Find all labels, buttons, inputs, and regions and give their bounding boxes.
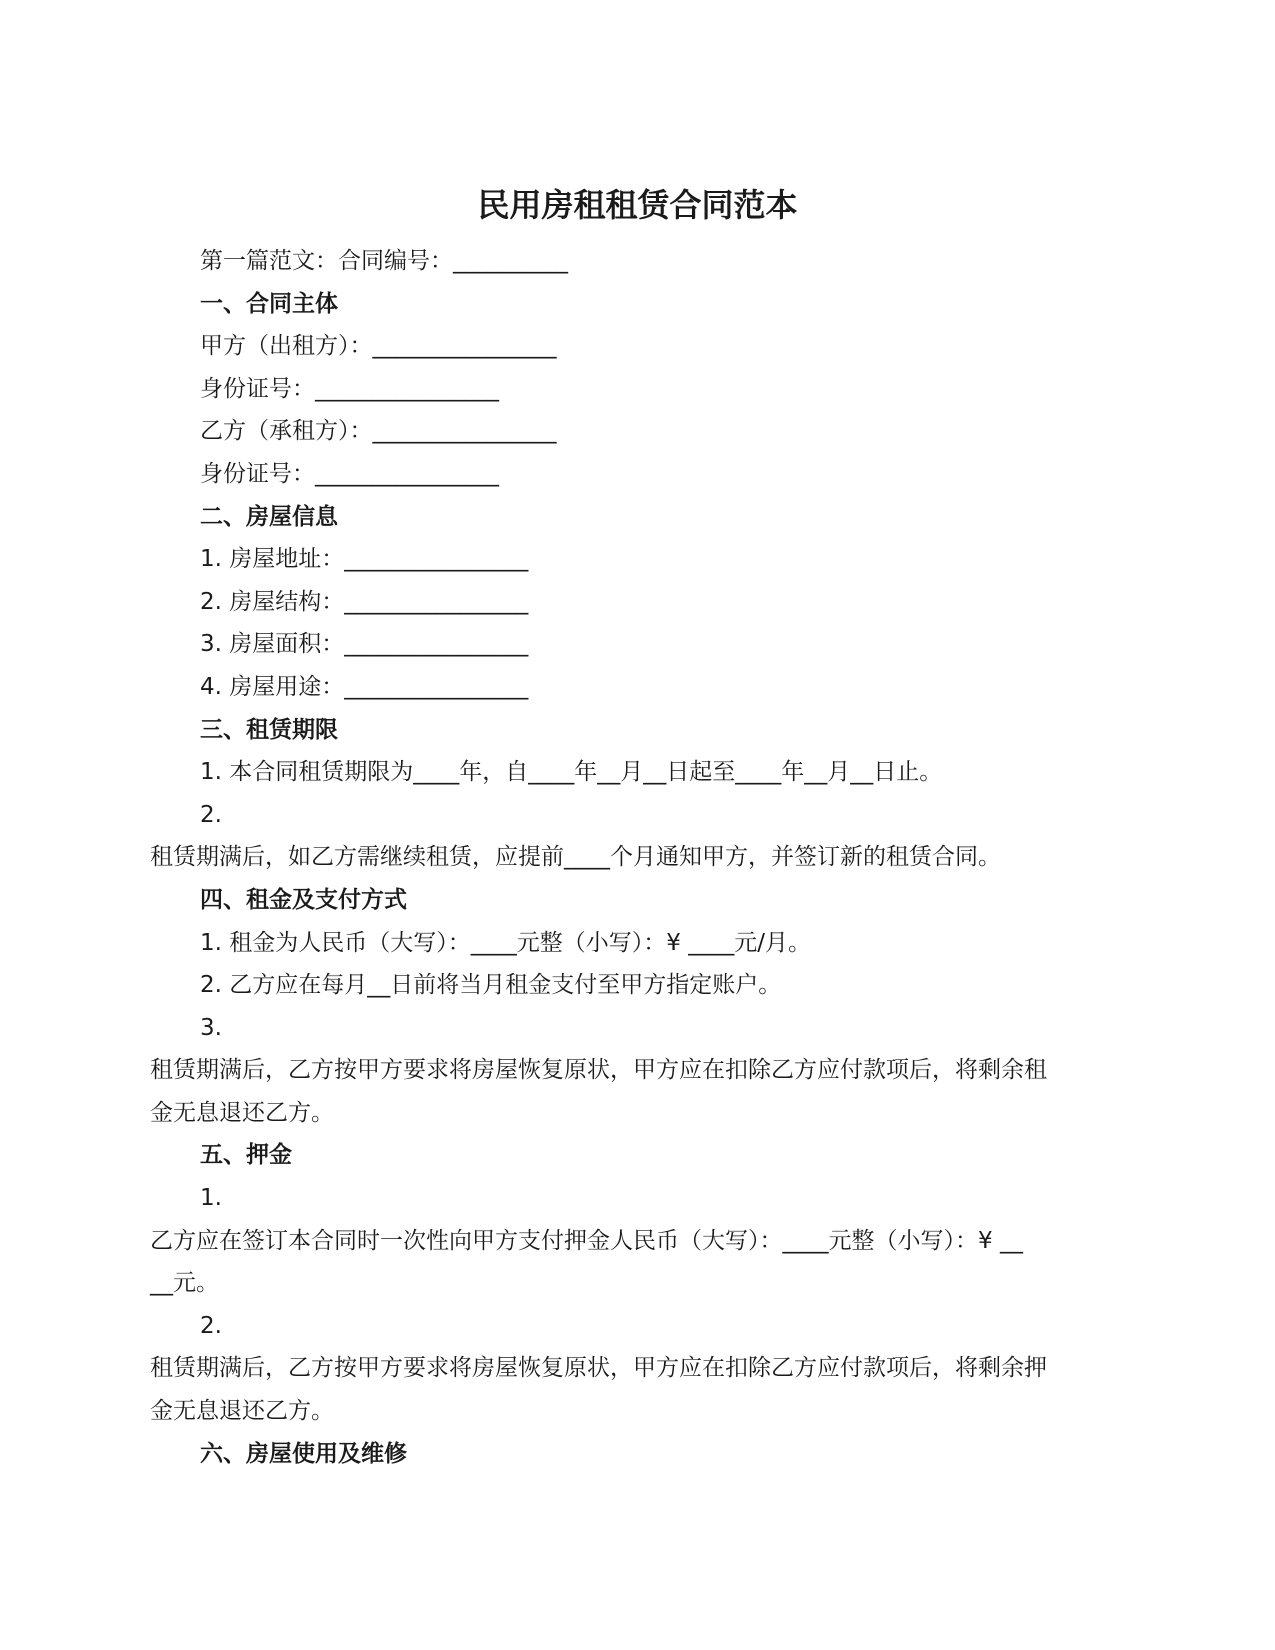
doc-line: 身份证号：________________ bbox=[200, 375, 499, 402]
doc-line: 租赁期满后，如乙方需继续租赁，应提前____个月通知甲方，并签订新的租赁合同。 bbox=[150, 844, 1001, 871]
doc-line: 4. 房屋用途：________________ bbox=[200, 673, 529, 700]
doc-line: 租赁期满后，乙方按甲方要求将房屋恢复原状，甲方应在扣除乙方应付款项后，将剩余押 bbox=[150, 1355, 1047, 1382]
section-heading: 五、押金 bbox=[200, 1142, 292, 1169]
doc-line: 1. bbox=[200, 1185, 222, 1212]
doc-line: 3. 房屋面积：________________ bbox=[200, 631, 529, 658]
doc-line: 1. 房屋地址：________________ bbox=[200, 546, 529, 573]
section-heading: 四、租金及支付方式 bbox=[200, 886, 407, 913]
doc-line: 2. 乙方应在每月__日前将当月租金支付至甲方指定账户。 bbox=[200, 972, 782, 999]
doc-line: __元。 bbox=[150, 1270, 219, 1297]
doc-line: 金无息退还乙方。 bbox=[150, 1099, 334, 1126]
doc-line: 2. bbox=[200, 1312, 222, 1339]
section-heading: 三、租赁期限 bbox=[200, 716, 338, 743]
doc-line: 1. 租金为人民币（大写）：____元整（小写）：¥ ____元/月。 bbox=[200, 929, 811, 956]
doc-line: 乙方（承租方）：________________ bbox=[200, 418, 557, 445]
document-body bbox=[150, 240, 1130, 1475]
doc-line: 1. 本合同租赁期限为____年，自____年__月__日起至____年__月__日止。 bbox=[200, 759, 943, 786]
doc-line: 第一篇范文：合同编号：__________ bbox=[200, 248, 568, 274]
section-heading: 二、房屋信息 bbox=[200, 503, 338, 530]
document-title: 民用房租租赁合同范本 bbox=[477, 186, 798, 224]
doc-line: 2. 房屋结构：________________ bbox=[200, 588, 529, 615]
doc-line: 乙方应在签订本合同时一次性向甲方支付押金人民币（大写）：____元整（小写）：¥ __ bbox=[150, 1227, 1023, 1254]
doc-line: 3. bbox=[200, 1014, 222, 1041]
doc-line: 2. bbox=[200, 801, 222, 828]
section-heading: 一、合同主体 bbox=[200, 290, 338, 317]
doc-line: 身份证号：________________ bbox=[200, 460, 499, 487]
doc-line: 金无息退还乙方。 bbox=[150, 1398, 334, 1425]
section-heading: 六、房屋使用及维修 bbox=[200, 1440, 407, 1467]
doc-line: 租赁期满后，乙方按甲方要求将房屋恢复原状，甲方应在扣除乙方应付款项后，将剩余租 bbox=[150, 1057, 1047, 1084]
doc-line: 甲方（出租方）：________________ bbox=[200, 333, 557, 360]
